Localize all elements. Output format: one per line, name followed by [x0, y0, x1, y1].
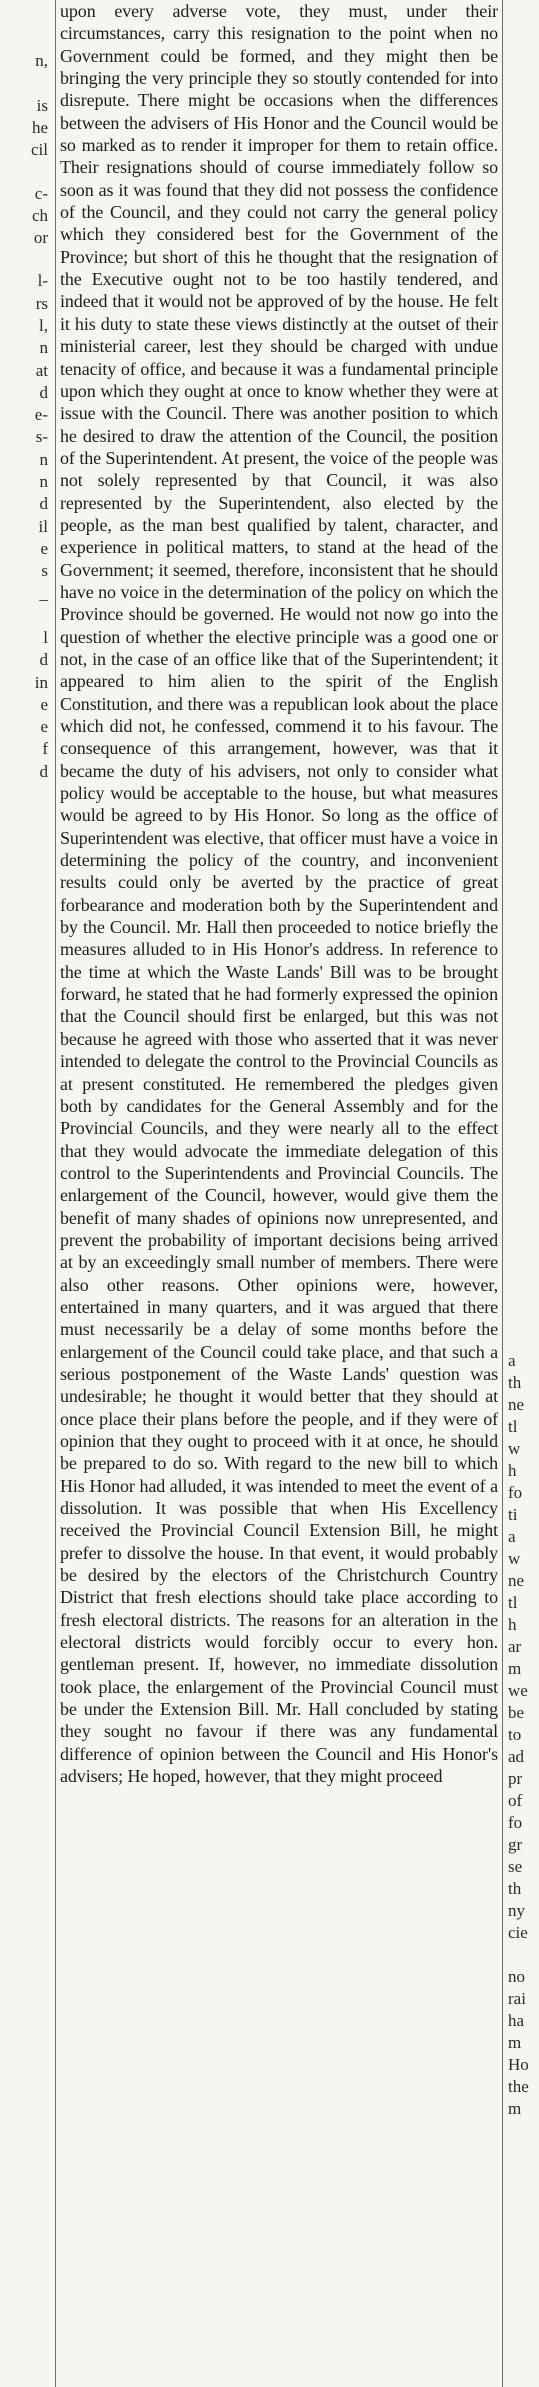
article-column	[60, 0, 498, 2387]
left-margin-fragment: he	[31, 118, 48, 137]
right-margin-fragment: a	[508, 1527, 516, 1546]
left-column-fragment	[0, 0, 52, 2387]
right-margin-fragment: ne	[508, 1571, 525, 1590]
right-margin-fragment: m	[508, 1659, 522, 1678]
right-margin-fragment: no	[508, 1967, 525, 1986]
right-margin-fragment: ad	[508, 1747, 525, 1766]
right-margin-fragment: we	[508, 1681, 528, 1700]
left-margin-fragment: e	[40, 695, 48, 714]
left-margin-fragment: d	[39, 650, 48, 669]
column-rule	[502, 0, 503, 2387]
left-margin-fragment: n	[39, 472, 48, 491]
right-margin-fragment: tl	[508, 1593, 518, 1612]
left-margin-fragment: cil	[31, 140, 48, 159]
left-margin-fragment: il	[38, 517, 48, 536]
right-margin-fragment: se	[508, 1857, 523, 1876]
right-margin-fragment: w	[508, 1549, 521, 1568]
left-margin-fragment: ch	[31, 206, 48, 225]
left-margin-fragment: _	[39, 584, 48, 603]
left-margin-fragment: n	[39, 450, 48, 469]
left-margin-fragment: d	[39, 762, 48, 781]
left-margin-fragment: l,	[39, 316, 48, 335]
left-margin-fragment: n	[39, 338, 48, 357]
left-margin-fragment: n,	[35, 51, 48, 70]
right-margin-fragment: tl	[508, 1417, 518, 1436]
left-margin-fragment: at	[35, 361, 48, 380]
left-margin-fragment: l	[43, 628, 48, 647]
left-margin-fragment: e	[40, 539, 48, 558]
column-rule	[55, 0, 56, 2387]
right-margin-fragment: Ho	[508, 2055, 529, 2074]
right-column-fragment	[506, 0, 539, 2387]
article-body: upon every adverse vote, they must, under their circumstances, carry this resignation to the point when no Government could be formed, and they might then be bringing the very principle they so stoutly contended for into disrepute. There might be occasions when the differences between the advisers of His Honor and the Council would be so marked as to render it improper for them to retain office. Their resignations should of course immediately follow so soon as it was found that they did not possess the confidence of the Council, and they could not carry the general policy which they considered best for the Government of the Province; but short of this he thought that the resignation of the Executive ought not to be too hastily tendered, and indeed that it would not be approved of by the house. He felt it his duty to state these views distinctly at the outset of their ministerial career, lest they should be charged with undue tenacity of office, and because it was a fundamental principle upon which they ought at once to know whether they were at issue with the Council. There was another position to which he desired to draw the attention of the Council, the position of the Superintendent. At present, the voice of the people was not solely represented by that Council, it was also represented by the Superintendent, also elected by the people, as the man best qualified by talent, character, and experience in political matters, to stand at the head of the Government; it seemed, therefore, inconsistent that he should have no voice in the determination of the policy on which the Province should be governed. He would not now go into the question of whether the elective principle was a good one or not, in the case of an office like that of the Superintendent; it appeared to him alien to the spirit of the English Constitution, and there was a republican look about the place which did not, he confessed, commend it to his favour. The consequence of this arrangement, however, was that it became the duty of his advisers, not only to consider what policy would be acceptable to the house, but what measures would be agreed to by His Honor. So long as the office of Superintendent was elective, that officer must have a voice in determining the policy of the country, and inconvenient results could only be averted by the practice of great forbearance and moderation both by the Superintendent and by the Council. Mr. Hall then proceeded to notice briefly the measures alluded to in His Honor's address. In reference to the time at which the Waste Lands' Bill was to be brought forward, he stated that he had formerly expressed the opinion that the Council should first be enlarged, but this was not because he agreed with those who asserted that it was never intended to delegate the control to the Provincial Councils as at present constituted. He remembered the pledges given both by candidates for the General Assembly and for the Provincial Councils, and they were nearly all to the effect that they would advocate the immediate delegation of this control to the Superintendents and Provincial Councils. The enlargement of the Council, however, would give them the benefit of many shades of opinions now unrepresented, and prevent the probability of important decisions being arrived at by an exceedingly small number of members. There were also other reasons. Other opinions were, however, entertained in many quarters, and it was argued that there must necessarily be a delay of some months before the enlargement of the Council could take place, and that such a serious postponement of the Waste Lands' question was undesirable; he thought it would better that they should at once place their plans before the people, and if they were of opinion that they ought to proceed with it at once, he should be prepared to do so. With regard to the new bill to which His Honor had alluded, it was intended to meet the event of a dissolution. It was possible that when His Excellency received the Provincial Council Extension Bill, he might prefer to dissolve the house. In that event, it would probably be desired by the electors of the Christchurch Country District that fresh elections should take place according to fresh electoral districts. The reasons for an alteration in the electoral districts would forcibly occur to every hon. gentleman present. If, however, no immediate dissolution took place, the enlargement of the Provincial Council must be under the Extension Bill. Mr. Hall concluded by stating they sought no favour if there was any fundamental difference of opinion between the Council and His Honor's advisers; He hoped, however, that they might proceed	[60, 1, 498, 1787]
left-margin-fragment: s	[41, 561, 48, 580]
right-margin-fragment: pr	[508, 1769, 523, 1788]
left-margin-fragment: is	[36, 96, 48, 115]
left-margin-fragment: e-	[34, 405, 48, 424]
left-margin-fragment: s-	[35, 427, 48, 446]
left-margin-fragment: rs	[35, 294, 48, 313]
right-margin-fragment: to	[508, 1725, 522, 1744]
right-margin-fragment: ar	[508, 1637, 522, 1656]
right-margin-fragment: ne	[508, 1395, 525, 1414]
left-margin-fragment: d	[39, 383, 48, 402]
right-margin-fragment: th	[508, 1879, 522, 1898]
right-margin-fragment: be	[508, 1703, 525, 1722]
right-margin-fragment: rai	[508, 1989, 526, 2008]
right-margin-fragment: of	[508, 1791, 523, 1810]
right-margin-fragment: a	[508, 1351, 516, 1370]
right-margin-fragment: ha	[508, 2011, 525, 2030]
right-margin-fragment: m	[508, 2099, 522, 2118]
right-margin-fragment: w	[508, 1439, 521, 1458]
left-margin-fragment: e	[40, 717, 48, 736]
right-margin-fragment: the	[508, 2077, 529, 2096]
right-margin-fragment: ny	[508, 1901, 525, 1920]
right-margin-fragment: fo	[508, 1483, 523, 1502]
left-margin-fragment: f	[42, 739, 48, 758]
right-margin-fragment: h	[508, 1461, 517, 1480]
right-margin-fragment: m	[508, 2033, 522, 2052]
right-margin-fragment: cie	[508, 1923, 528, 1942]
right-margin-fragment: h	[508, 1615, 517, 1634]
left-margin-fragment: in	[34, 673, 48, 692]
left-margin-fragment: l-	[37, 271, 48, 290]
right-margin-fragment: th	[508, 1373, 522, 1392]
right-margin-fragment: fo	[508, 1813, 523, 1832]
left-margin-fragment: c-	[34, 184, 48, 203]
right-margin-fragment: gr	[508, 1835, 523, 1854]
right-margin-fragment: ti	[508, 1505, 518, 1524]
left-margin-fragment: d	[39, 494, 48, 513]
left-margin-fragment: or	[33, 228, 48, 247]
